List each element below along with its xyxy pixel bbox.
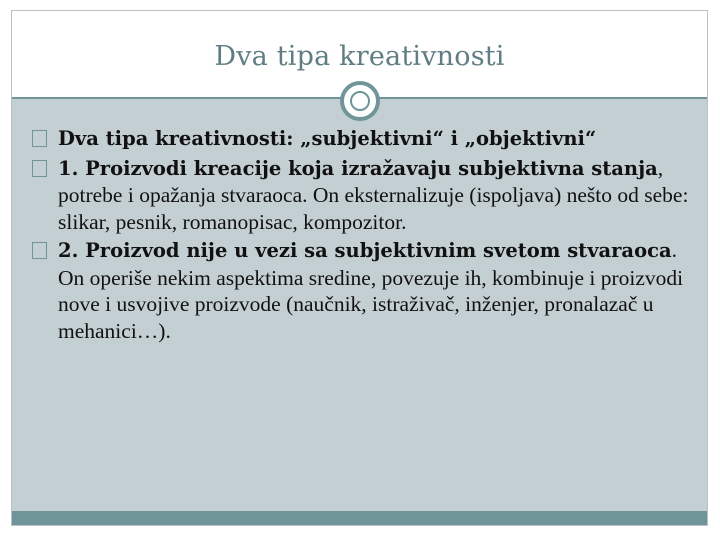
bullet-item-subjective <box>30 155 695 236</box>
slide <box>11 10 708 526</box>
circle-ornament-icon <box>340 81 380 121</box>
bullet-item-subjective-bold: 1. Proizvodi kreacije koja izražavaju subjektivna stanja <box>58 156 658 180</box>
circle-ornament-inner <box>350 91 370 111</box>
bullet-item-objective-bold: 2. Proizvod nije u vezi sa subjektivnim svetom stvaraoca <box>58 239 672 262</box>
footer-bar <box>12 511 707 525</box>
bullet-item-objective <box>30 237 695 344</box>
square-bullet-icon <box>32 130 47 147</box>
bullet-item-types-bold: Dva tipa kreativnosti: „subjektivni“ i „objektivni“ <box>58 127 597 150</box>
bullet-item-subjective-rest: , potrebe i opažanja stvaraoca. On eksternalizuje (ispoljava) nešto od sebe: slikar, pesnik, romanopisac, kompozitor. <box>58 155 689 234</box>
slide-title: Dva tipa kreativnosti <box>214 41 505 72</box>
square-bullet-icon <box>32 160 47 177</box>
square-bullet-icon <box>32 242 47 259</box>
bullet-list <box>30 125 695 346</box>
bullet-item-objective-rest: . On operiše nekim aspektima sredine, povezuje ih, kombinuje i proizvodi nove i usvojive proizvode (naučnik, istraživač, inženjer, pronalazač u mehanici…). <box>58 238 684 343</box>
bullet-item-types <box>30 125 695 153</box>
